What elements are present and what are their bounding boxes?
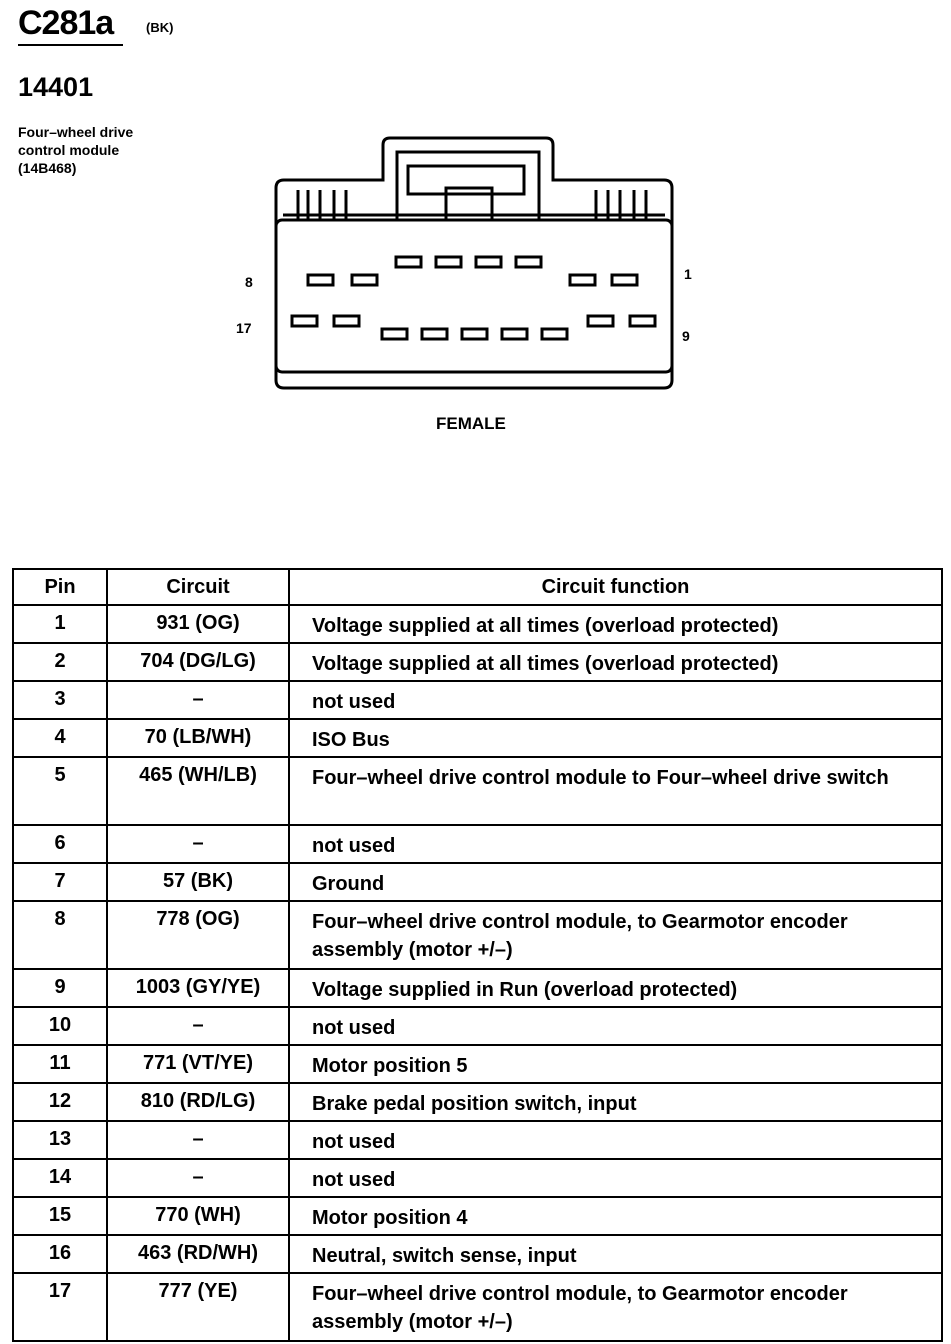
table-header-row bbox=[13, 569, 942, 605]
pin-number: 10 bbox=[13, 1007, 107, 1045]
description-line-3: (14B468) bbox=[18, 160, 77, 176]
table-row bbox=[13, 757, 942, 825]
pin-number: 8 bbox=[13, 901, 107, 969]
table-row bbox=[13, 1045, 942, 1083]
circuit-function: Brake pedal position switch, input bbox=[289, 1083, 942, 1121]
pin-number: 15 bbox=[13, 1197, 107, 1235]
connector-face bbox=[276, 220, 672, 372]
connector-housing-outline bbox=[276, 138, 672, 388]
table-row bbox=[13, 681, 942, 719]
pin-number: 14 bbox=[13, 1159, 107, 1197]
pin-cavity bbox=[630, 316, 655, 326]
circuit-function: not used bbox=[289, 1159, 942, 1197]
circuit-function: Voltage supplied at all times (overload protected) bbox=[289, 643, 942, 681]
pin-cavity bbox=[476, 257, 501, 267]
header-circuit-function: Circuit function bbox=[289, 569, 942, 605]
pin-cavity bbox=[422, 329, 447, 339]
table-row bbox=[13, 605, 942, 643]
table-row bbox=[13, 643, 942, 681]
table-row bbox=[13, 1083, 942, 1121]
circuit-function: Motor position 5 bbox=[289, 1045, 942, 1083]
pin-cavity bbox=[436, 257, 461, 267]
circuit-function: not used bbox=[289, 1007, 942, 1045]
circuit: – bbox=[107, 1007, 289, 1045]
circuit: – bbox=[107, 825, 289, 863]
table-row bbox=[13, 1273, 942, 1341]
pin-cavity bbox=[588, 316, 613, 326]
circuit: 1003 (GY/YE) bbox=[107, 969, 289, 1007]
pin-number: 6 bbox=[13, 825, 107, 863]
latch-outer bbox=[397, 152, 539, 220]
circuit: 777 (YE) bbox=[107, 1273, 289, 1341]
pin-cavity bbox=[570, 275, 595, 285]
pin-number: 12 bbox=[13, 1083, 107, 1121]
pin-cavity bbox=[334, 316, 359, 326]
table-row bbox=[13, 1197, 942, 1235]
pin-cavity bbox=[292, 316, 317, 326]
pin-number: 17 bbox=[13, 1273, 107, 1341]
pin-number: 9 bbox=[13, 969, 107, 1007]
circuit: 704 (DG/LG) bbox=[107, 643, 289, 681]
circuit-function: not used bbox=[289, 1121, 942, 1159]
pin-number: 1 bbox=[13, 605, 107, 643]
description-line-2: control module bbox=[18, 142, 120, 158]
circuit-function: Motor position 4 bbox=[289, 1197, 942, 1235]
circuit: 931 (OG) bbox=[107, 605, 289, 643]
pin-label-8: 8 bbox=[245, 274, 253, 290]
pin-cavity bbox=[612, 275, 637, 285]
circuit-function: Voltage supplied in Run (overload protected) bbox=[289, 969, 942, 1007]
circuit-function: Neutral, switch sense, input bbox=[289, 1235, 942, 1273]
table-row bbox=[13, 825, 942, 863]
pin-number: 2 bbox=[13, 643, 107, 681]
pin-number: 4 bbox=[13, 719, 107, 757]
circuit: – bbox=[107, 1159, 289, 1197]
circuit: 70 (LB/WH) bbox=[107, 719, 289, 757]
pin-number: 11 bbox=[13, 1045, 107, 1083]
description-line-1: Four–wheel drive bbox=[18, 124, 134, 140]
latch-window bbox=[408, 166, 524, 194]
pin-cavity bbox=[396, 257, 421, 267]
pin-label-17: 17 bbox=[236, 320, 252, 336]
pinout-table bbox=[12, 568, 943, 1342]
table-row bbox=[13, 1235, 942, 1273]
circuit-function: Voltage supplied at all times (overload protected) bbox=[289, 605, 942, 643]
circuit-function: Four–wheel drive control module, to Gearmotor encoder assembly (motor +/–) bbox=[289, 901, 942, 969]
table-row bbox=[13, 719, 942, 757]
circuit: 770 (WH) bbox=[107, 1197, 289, 1235]
circuit: 810 (RD/LG) bbox=[107, 1083, 289, 1121]
pin-cavity bbox=[502, 329, 527, 339]
pin-label-1: 1 bbox=[684, 266, 692, 282]
pin-cavity bbox=[352, 275, 377, 285]
connector-id: C281a bbox=[18, 4, 114, 42]
circuit-function: ISO Bus bbox=[289, 719, 942, 757]
connector-face-diagram bbox=[0, 0, 951, 460]
circuit: 57 (BK) bbox=[107, 863, 289, 901]
table-row bbox=[13, 1121, 942, 1159]
pin-cavity bbox=[542, 329, 567, 339]
pin-number: 16 bbox=[13, 1235, 107, 1273]
pin-number: 13 bbox=[13, 1121, 107, 1159]
pin-cavity bbox=[516, 257, 541, 267]
circuit: – bbox=[107, 1121, 289, 1159]
table-row bbox=[13, 969, 942, 1007]
part-number: 14401 bbox=[18, 72, 94, 102]
circuit: 771 (VT/YE) bbox=[107, 1045, 289, 1083]
circuit: – bbox=[107, 681, 289, 719]
circuit-function: Ground bbox=[289, 863, 942, 901]
pin-number: 7 bbox=[13, 863, 107, 901]
circuit: 778 (OG) bbox=[107, 901, 289, 969]
pin-cavity bbox=[382, 329, 407, 339]
pin-cavity bbox=[308, 275, 333, 285]
circuit-function: Four–wheel drive control module to Four–wheel drive switch bbox=[289, 757, 942, 825]
header-pin: Pin bbox=[13, 569, 107, 605]
pin-number: 3 bbox=[13, 681, 107, 719]
connector-color: (BK) bbox=[146, 20, 174, 35]
pin-label-9: 9 bbox=[682, 328, 690, 344]
table-row bbox=[13, 863, 942, 901]
table-row bbox=[13, 1159, 942, 1197]
circuit: 465 (WH/LB) bbox=[107, 757, 289, 825]
pin-cavity bbox=[462, 329, 487, 339]
circuit-function: not used bbox=[289, 825, 942, 863]
table-row bbox=[13, 901, 942, 969]
connector-type-label: FEMALE bbox=[436, 414, 506, 433]
circuit-function: not used bbox=[289, 681, 942, 719]
header-circuit: Circuit bbox=[107, 569, 289, 605]
table-row bbox=[13, 1007, 942, 1045]
pin-number: 5 bbox=[13, 757, 107, 825]
circuit: 463 (RD/WH) bbox=[107, 1235, 289, 1273]
circuit-function: Four–wheel drive control module, to Gearmotor encoder assembly (motor +/–) bbox=[289, 1273, 942, 1341]
